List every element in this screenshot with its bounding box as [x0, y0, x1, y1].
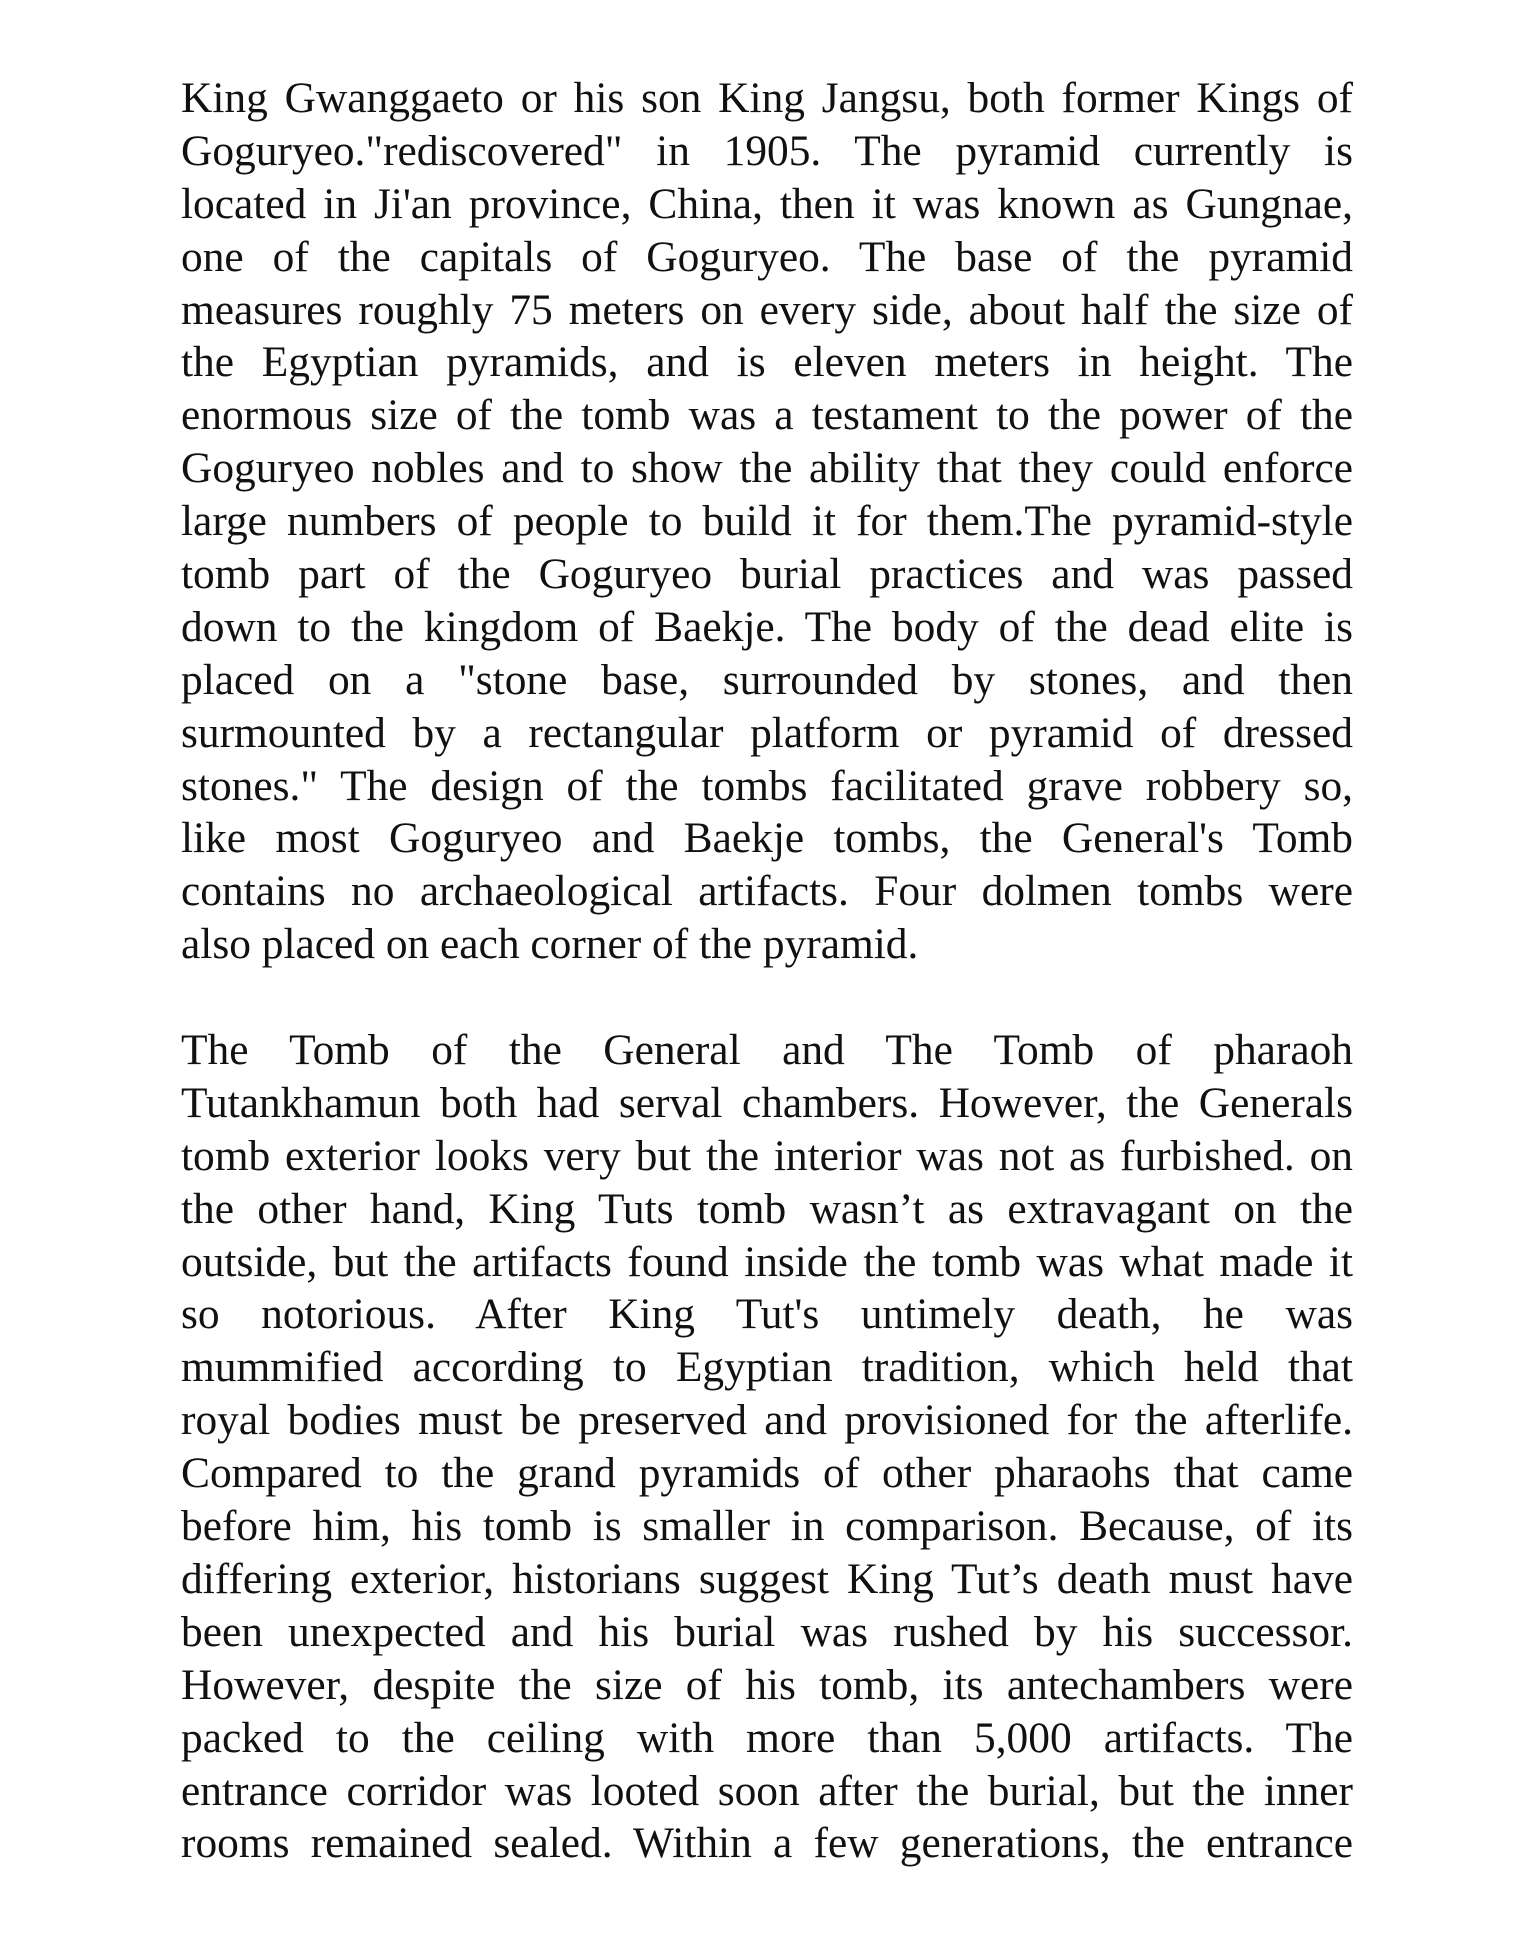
text-line: Goguryeo nobles and to show the ability that they could enforce	[181, 444, 1353, 493]
text-line: However, despite the size of his tomb, its antechambers were	[181, 1660, 1353, 1709]
text-line: also placed on each corner of the pyramid.	[181, 920, 919, 969]
text-line: placed on a "stone base, surrounded by stones, and then	[181, 655, 1353, 704]
body-text	[181, 72, 1353, 1870]
text-line: outside, but the artifacts found inside the tomb was what made it	[181, 1237, 1353, 1286]
text-line: down to the kingdom of Baekje. The body of the dead elite is	[181, 602, 1353, 651]
text-line: tomb part of the Goguryeo burial practices and was passed	[181, 550, 1353, 599]
paragraph-tomb-comparison	[181, 1024, 1353, 1870]
text-line: Tutankhamun both had serval chambers. However, the Generals	[181, 1078, 1353, 1127]
text-line: enormous size of the tomb was a testament to the power of the	[181, 391, 1353, 440]
text-line: measures roughly 75 meters on every side, about half the size of	[181, 285, 1353, 334]
text-line: the other hand, King Tuts tomb wasn’t as extravagant on the	[181, 1184, 1353, 1233]
text-line: located in Ji'an province, China, then it was known as Gungnae,	[181, 179, 1353, 228]
paragraph-spacer	[181, 971, 1353, 1024]
text-line: The Tomb of the General and The Tomb of pharaoh	[181, 1026, 1353, 1075]
text-line: so notorious. After King Tut's untimely death, he was	[181, 1290, 1353, 1339]
text-line: differing exterior, historians suggest King Tut’s death must have	[181, 1554, 1353, 1603]
text-line: contains no archaeological artifacts. Four dolmen tombs were	[181, 867, 1353, 916]
text-line: entrance corridor was looted soon after the burial, but the inner	[181, 1766, 1353, 1815]
text-line: like most Goguryeo and Baekje tombs, the General's Tomb	[181, 814, 1353, 863]
text-line: rooms remained sealed. Within a few generations, the entrance	[181, 1819, 1353, 1868]
text-line: surmounted by a rectangular platform or pyramid of dressed	[181, 708, 1353, 757]
text-line: been unexpected and his burial was rushed by his successor.	[181, 1607, 1353, 1656]
text-line: the Egyptian pyramids, and is eleven meters in height. The	[181, 338, 1353, 387]
text-line: stones." The design of the tombs facilitated grave robbery so,	[181, 761, 1353, 810]
paragraph-general-tomb-description	[181, 72, 1353, 971]
text-line: Compared to the grand pyramids of other pharaohs that came	[181, 1449, 1353, 1498]
text-line: King Gwanggaeto or his son King Jangsu, both former Kings of	[181, 74, 1353, 122]
text-line: mummified according to Egyptian tradition, which held that	[181, 1343, 1353, 1392]
text-line: packed to the ceiling with more than 5,000 artifacts. The	[181, 1713, 1353, 1762]
text-line: one of the capitals of Goguryeo. The base of the pyramid	[181, 232, 1353, 281]
text-line: Goguryeo."rediscovered" in 1905. The pyramid currently is	[181, 126, 1353, 175]
text-line: tomb exterior looks very but the interior was not as furbished. on	[181, 1131, 1353, 1180]
text-line: before him, his tomb is smaller in comparison. Because, of its	[181, 1502, 1353, 1551]
text-line: royal bodies must be preserved and provisioned for the afterlife.	[181, 1396, 1353, 1445]
text-line: large numbers of people to build it for them.The pyramid-style	[181, 497, 1353, 546]
